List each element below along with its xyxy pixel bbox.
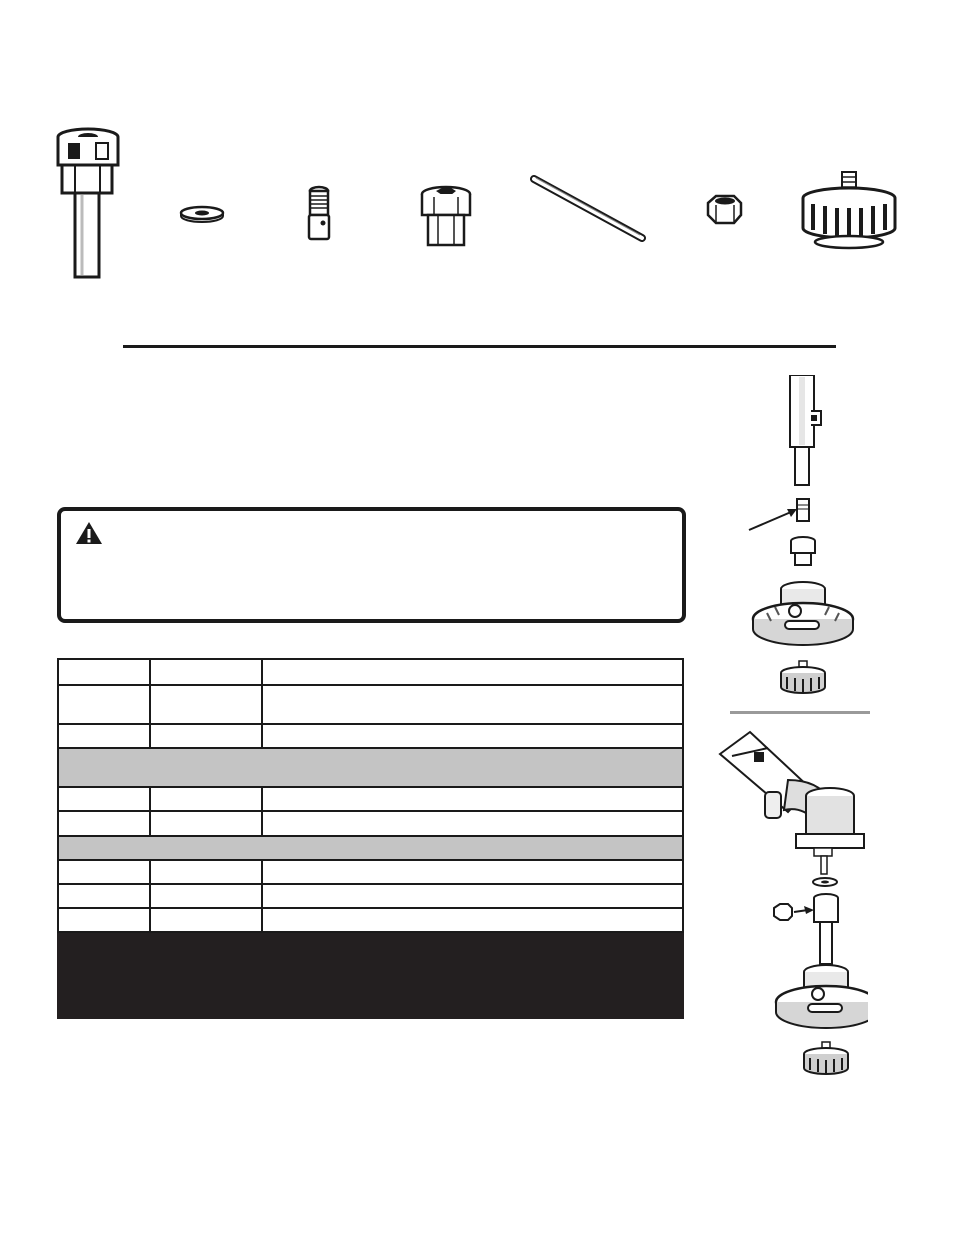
table-row [58,787,683,811]
table-section-header [58,836,683,860]
spindle-shaft-icon [50,125,125,285]
exploded-assembly-gearbox-icon [718,730,868,1090]
table-row [58,724,683,748]
table-footer-note [58,932,683,1018]
locking-pin-rod-icon [526,172,650,246]
table-row [58,908,683,932]
bump-knob-icon [797,170,902,250]
hex-socket-adapter-icon [418,185,474,251]
table-row [58,884,683,908]
table-row [58,685,683,724]
threaded-adapter-icon [304,185,334,245]
warning-triangle-icon [75,521,103,550]
table-row [58,659,683,685]
flat-washer-icon [178,204,226,224]
specification-table [57,658,684,1019]
hex-nut-icon [704,193,744,227]
table-row [58,811,683,836]
table-section-header [58,748,683,787]
figure-divider [730,711,870,714]
section-divider [123,345,836,348]
table-row [58,860,683,884]
exploded-assembly-straight-shaft-icon [745,375,865,700]
warning-box [57,507,686,623]
